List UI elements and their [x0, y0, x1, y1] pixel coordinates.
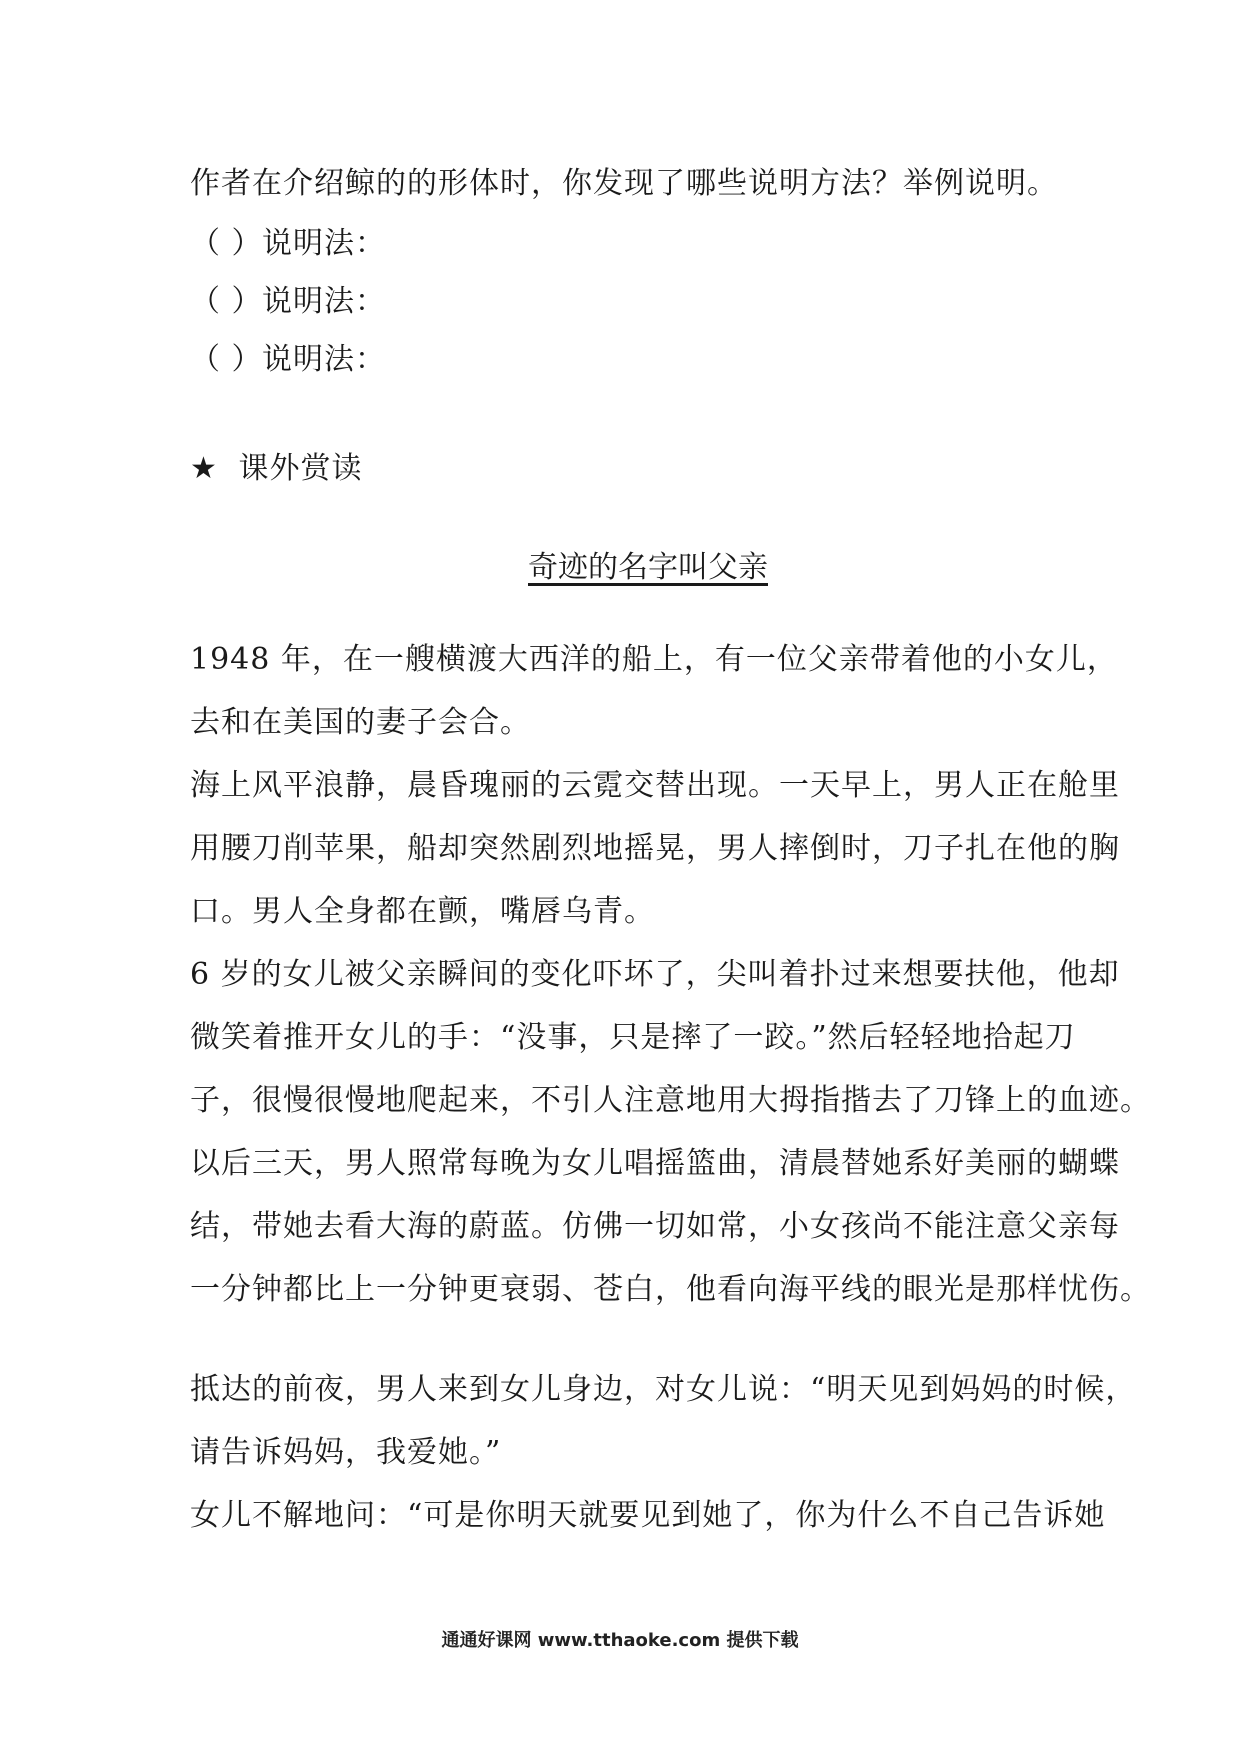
article-line: 海上风平浪静，晨昏瑰丽的云霓交替出现。一天早上，男人正在舱里 — [190, 768, 1120, 803]
article-line: 抵达的前夜，男人来到女儿身边，对女儿说：“明天见到妈妈的时候， — [190, 1372, 1137, 1407]
blank-parentheses: （ ） — [190, 284, 263, 319]
article-title-text: 奇迹的名字叫父亲 — [528, 550, 768, 585]
article-line: 子，很慢很慢地爬起来，不引人注意地用大拇指揩去了刀锋上的血迹。 — [190, 1083, 1151, 1118]
option-label: 说明法： — [262, 226, 386, 261]
section-heading-text: 课外赏读 — [238, 451, 363, 486]
article-line: 用腰刀削苹果，船却突然剧烈地摇晃，男人摔倒时，刀子扎在他的胸 — [190, 831, 1120, 866]
page-footer: 通通好课网 www.tthaoke.com 提供下载 — [441, 1630, 799, 1651]
method-option-1 — [190, 224, 386, 264]
question-prompt: 作者在介绍鲸的的形体时，你发现了哪些说明方法？举例说明。 — [190, 166, 1058, 201]
section-heading — [190, 449, 362, 489]
article-line: 请告诉妈妈，我爱她。” — [190, 1435, 502, 1470]
article-line: 6 岁的女儿被父亲瞬间的变化吓坏了，尖叫着扑过来想要扶他，他却 — [190, 957, 1120, 992]
method-option-2 — [190, 282, 386, 322]
option-label: 说明法： — [262, 342, 386, 377]
article-line: 一分钟都比上一分钟更衰弱、苍白，他看向海平线的眼光是那样忧伤。 — [190, 1272, 1151, 1307]
option-label: 说明法： — [262, 284, 386, 319]
article-line: 口。男人全身都在颤，嘴唇乌青。 — [190, 894, 655, 929]
article-title — [0, 548, 1240, 588]
article-line: 以后三天，男人照常每晚为女儿唱摇篮曲，清晨替她系好美丽的蝴蝶 — [190, 1146, 1120, 1181]
method-option-3 — [190, 340, 386, 380]
article-line: 去和在美国的妻子会合。 — [190, 705, 531, 740]
blank-parentheses: （ ） — [190, 226, 263, 261]
star-icon: ★ — [190, 451, 218, 486]
article-line: 微笑着推开女儿的手：“没事，只是摔了一跤。”然后轻轻地拾起刀 — [190, 1020, 1076, 1055]
article-line: 女儿不解地问：“可是你明天就要见到她了，你为什么不自己告诉她 — [190, 1498, 1106, 1533]
blank-parentheses: （ ） — [190, 342, 263, 377]
article-line: 1948 年，在一艘横渡大西洋的船上，有一位父亲带着他的小女儿， — [190, 642, 1118, 677]
article-line: 结，带她去看大海的蔚蓝。仿佛一切如常，小女孩尚不能注意父亲每 — [190, 1209, 1120, 1244]
